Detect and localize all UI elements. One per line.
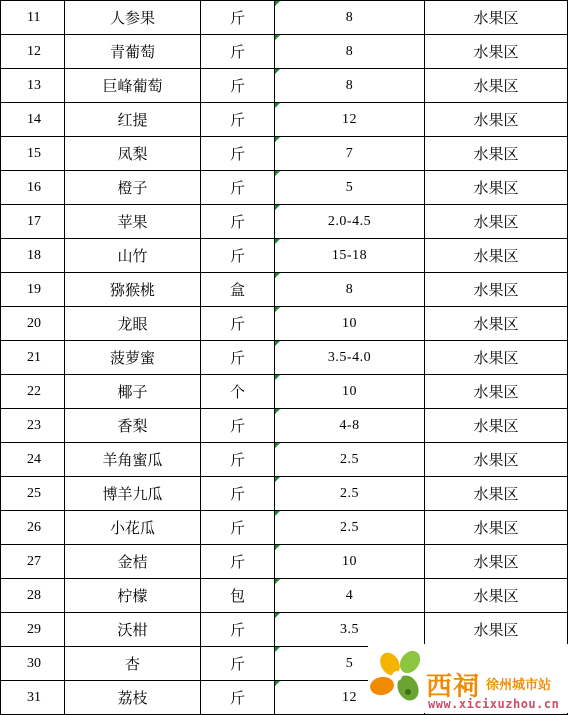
product-name-cell: 小花瓜 [65, 511, 201, 545]
row-number-cell: 29 [1, 613, 65, 647]
price-cell: 4-8 [275, 409, 425, 443]
table-row [1, 443, 568, 477]
product-name-cell: 青葡萄 [65, 35, 201, 69]
row-number-cell: 24 [1, 443, 65, 477]
zone-cell: 水果区 [425, 511, 568, 545]
zone-cell: 水果区 [425, 239, 568, 273]
table-row [1, 1, 568, 35]
product-name-cell: 菠萝蜜 [65, 341, 201, 375]
price-cell: 12 [275, 681, 425, 715]
unit-cell: 斤 [201, 205, 275, 239]
zone-cell: 水果区 [425, 341, 568, 375]
row-number-cell: 18 [1, 239, 65, 273]
table-row [1, 69, 568, 103]
price-cell: 2.5 [275, 477, 425, 511]
price-cell: 10 [275, 375, 425, 409]
product-name-cell: 博羊九瓜 [65, 477, 201, 511]
unit-cell: 斤 [201, 409, 275, 443]
unit-cell: 斤 [201, 171, 275, 205]
price-cell: 2.5 [275, 511, 425, 545]
zone-cell: 水果区 [425, 307, 568, 341]
unit-cell: 斤 [201, 443, 275, 477]
table-row [1, 545, 568, 579]
price-cell: 8 [275, 35, 425, 69]
zone-cell: 水果区 [425, 69, 568, 103]
table-row [1, 477, 568, 511]
watermark-name: 西祠 [426, 672, 481, 702]
product-name-cell: 羊角蜜瓜 [65, 443, 201, 477]
watermark-url: www.xicixuzhou.cn [428, 697, 560, 711]
table-row [1, 375, 568, 409]
unit-cell: 斤 [201, 545, 275, 579]
zone-cell: 水果区 [425, 545, 568, 579]
flower-logo-icon [368, 648, 430, 708]
price-cell: 5 [275, 647, 425, 681]
row-number-cell: 25 [1, 477, 65, 511]
price-cell: 3.5 [275, 613, 425, 647]
table-row [1, 511, 568, 545]
unit-cell: 包 [201, 579, 275, 613]
price-cell: 8 [275, 69, 425, 103]
product-name-cell: 巨峰葡萄 [65, 69, 201, 103]
table-row [1, 137, 568, 171]
table-row [1, 205, 568, 239]
row-number-cell: 15 [1, 137, 65, 171]
unit-cell: 斤 [201, 307, 275, 341]
unit-cell: 斤 [201, 137, 275, 171]
price-cell: 4 [275, 579, 425, 613]
table-row [1, 273, 568, 307]
unit-cell: 斤 [201, 681, 275, 715]
row-number-cell: 11 [1, 1, 65, 35]
zone-cell: 水果区 [425, 409, 568, 443]
product-name-cell: 苹果 [65, 205, 201, 239]
watermark [368, 644, 570, 713]
zone-cell: 水果区 [425, 1, 568, 35]
table-row [1, 307, 568, 341]
unit-cell: 斤 [201, 647, 275, 681]
unit-cell: 斤 [201, 477, 275, 511]
price-cell: 3.5-4.0 [275, 341, 425, 375]
product-name-cell: 金桔 [65, 545, 201, 579]
zone-cell: 水果区 [425, 375, 568, 409]
row-number-cell: 14 [1, 103, 65, 137]
zone-cell: 水果区 [425, 613, 568, 647]
product-name-cell: 沃柑 [65, 613, 201, 647]
row-number-cell: 13 [1, 69, 65, 103]
product-name-cell: 红提 [65, 103, 201, 137]
zone-cell: 水果区 [425, 171, 568, 205]
table-row [1, 171, 568, 205]
price-cell: 7 [275, 137, 425, 171]
row-number-cell: 31 [1, 681, 65, 715]
table-row [1, 35, 568, 69]
table-row [1, 409, 568, 443]
product-name-cell: 凤梨 [65, 137, 201, 171]
watermark-city: 徐州城市站 [486, 678, 552, 693]
unit-cell: 斤 [201, 103, 275, 137]
price-cell: 12 [275, 103, 425, 137]
unit-cell: 个 [201, 375, 275, 409]
zone-cell: 水果区 [425, 35, 568, 69]
unit-cell: 斤 [201, 613, 275, 647]
price-cell: 10 [275, 545, 425, 579]
zone-cell: 水果区 [425, 103, 568, 137]
price-cell: 8 [275, 273, 425, 307]
row-number-cell: 20 [1, 307, 65, 341]
zone-cell: 水果区 [425, 477, 568, 511]
row-number-cell: 22 [1, 375, 65, 409]
price-cell: 10 [275, 307, 425, 341]
row-number-cell: 16 [1, 171, 65, 205]
product-name-cell: 杏 [65, 647, 201, 681]
unit-cell: 盒 [201, 273, 275, 307]
price-cell: 2.5 [275, 443, 425, 477]
product-name-cell: 龙眼 [65, 307, 201, 341]
row-number-cell: 26 [1, 511, 65, 545]
table-row [1, 613, 568, 647]
unit-cell: 斤 [201, 341, 275, 375]
row-number-cell: 12 [1, 35, 65, 69]
product-name-cell: 柠檬 [65, 579, 201, 613]
price-cell: 2.0-4.5 [275, 205, 425, 239]
row-number-cell: 30 [1, 647, 65, 681]
product-name-cell: 橙子 [65, 171, 201, 205]
row-number-cell: 27 [1, 545, 65, 579]
unit-cell: 斤 [201, 35, 275, 69]
product-name-cell: 椰子 [65, 375, 201, 409]
table-body [1, 1, 568, 715]
unit-cell: 斤 [201, 239, 275, 273]
row-number-cell: 17 [1, 205, 65, 239]
product-name-cell: 人参果 [65, 1, 201, 35]
row-number-cell: 28 [1, 579, 65, 613]
zone-cell: 水果区 [425, 137, 568, 171]
unit-cell: 斤 [201, 69, 275, 103]
product-name-cell: 香梨 [65, 409, 201, 443]
product-name-cell: 山竹 [65, 239, 201, 273]
row-number-cell: 23 [1, 409, 65, 443]
price-cell: 15-18 [275, 239, 425, 273]
unit-cell: 斤 [201, 1, 275, 35]
unit-cell: 斤 [201, 511, 275, 545]
table-row [1, 239, 568, 273]
row-number-cell: 21 [1, 341, 65, 375]
zone-cell: 水果区 [425, 443, 568, 477]
table-row [1, 579, 568, 613]
zone-cell: 水果区 [425, 579, 568, 613]
product-name-cell: 猕猴桃 [65, 273, 201, 307]
price-cell: 5 [275, 171, 425, 205]
zone-cell: 水果区 [425, 205, 568, 239]
product-name-cell: 荔枝 [65, 681, 201, 715]
price-cell: 8 [275, 1, 425, 35]
table-row [1, 103, 568, 137]
row-number-cell: 19 [1, 273, 65, 307]
table-row [1, 341, 568, 375]
zone-cell: 水果区 [425, 273, 568, 307]
